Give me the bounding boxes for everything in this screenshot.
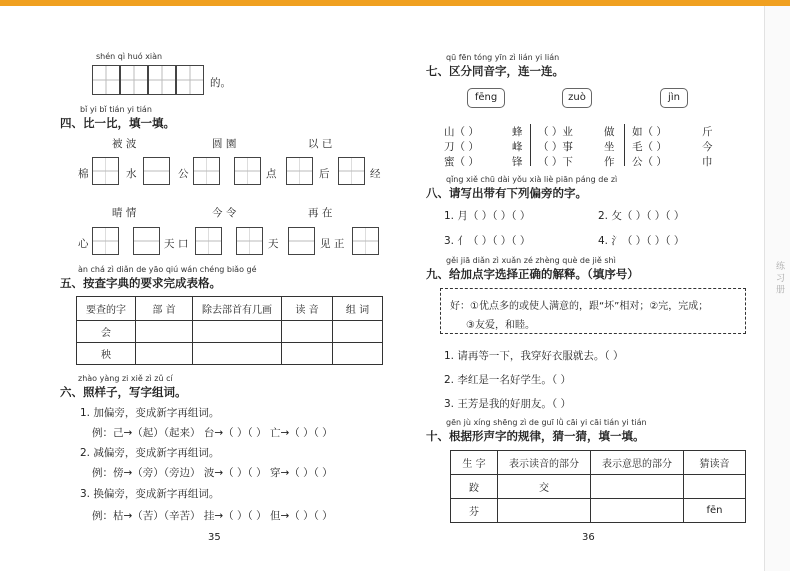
s7-item: 峰 (512, 141, 523, 153)
tian-box[interactable] (234, 157, 261, 185)
right-margin-strip (764, 6, 790, 571)
s7-item: （ ）业 (538, 126, 573, 138)
table-header: 表示读音的部分 (498, 451, 591, 475)
s9-question: 1. 请再等一下，我穿好衣服就去。（ ） (444, 350, 624, 362)
tian-box[interactable] (286, 157, 313, 185)
table-header: 表示意思的部分 (591, 451, 684, 475)
s9-pinyin: gěi jiā diǎn zì xuǎn zé zhèng què de jiě shì (446, 256, 616, 265)
s4-char: 见 正 (320, 238, 345, 250)
s7-item: 毛（ ） (632, 141, 667, 153)
s8-title: 八、请写出带有下列偏旁的字。 (426, 186, 587, 200)
s6-example3: 例：枯→（苦）（辛苦） 挂→（ ）（ ） 但→（ ）（ ） (92, 510, 333, 522)
s8-pinyin: qǐng xiě chū dài yǒu xià liè piān páng de zì (446, 175, 618, 184)
tian-box[interactable] (236, 227, 263, 255)
s4-char: 水 (126, 168, 137, 180)
answer-cell[interactable] (591, 499, 684, 523)
s7-item: 斤 (702, 126, 713, 138)
answer-cell[interactable] (193, 321, 282, 343)
answer-cell[interactable] (282, 321, 333, 343)
s7-item: 作 (604, 156, 615, 168)
page-number-right: 36 (582, 532, 595, 543)
s10-title: 十、根据形声字的规律，猜一猜，填一填。 (426, 429, 645, 443)
s10-pinyin: gēn jù xíng shēng zì de guī lǜ cāi yi cāi tián yi tián (446, 418, 647, 427)
tian-box[interactable] (92, 65, 120, 95)
s6-example2: 例：傍→（旁）（旁边） 波→（ ）（ ） 穿→（ ）（ ） (92, 467, 333, 479)
table-cell: 秧 (77, 343, 136, 365)
tian-box[interactable] (143, 157, 170, 185)
s6-sub2: 2. 减偏旁，变成新字再组词。 (80, 447, 220, 459)
s7-pinyin: qū fēn tóng yīn zì lián yi lián (446, 53, 560, 62)
top-accent-bar (0, 0, 790, 6)
s4-char: 经 (370, 168, 381, 180)
s5-title: 五、按查字典的要求完成表格。 (60, 276, 221, 290)
s10-table (450, 450, 746, 523)
s4-char: 心 (78, 238, 89, 250)
answer-cell[interactable] (498, 499, 591, 523)
s6-title: 六、照样子，写字组词。 (60, 385, 187, 399)
table-header: 除去部首有几画 (193, 297, 282, 321)
tian-box[interactable] (195, 227, 222, 255)
s7-divider (530, 124, 531, 166)
answer-cell[interactable] (136, 321, 193, 343)
s4-pair: 今 令 (212, 207, 237, 219)
s4-pinyin: bǐ yi bǐ tián yi tián (80, 105, 152, 114)
s8-line: 3. 亻（ ）（ ）（ ） (444, 235, 531, 247)
tian-box[interactable] (193, 157, 220, 185)
table-header: 要查的字 (77, 297, 136, 321)
tian-box[interactable] (120, 65, 148, 95)
answer-cell[interactable] (684, 475, 746, 499)
s7-title: 七、区分同音字，连一连。 (426, 64, 564, 78)
answer-cell[interactable] (333, 343, 383, 365)
s6-sub3: 3. 换偏旁，变成新字再组词。 (80, 488, 220, 500)
s4-char: 天 (268, 238, 279, 250)
s7-item: 蜂 (512, 126, 523, 138)
page-number-left: 35 (208, 532, 221, 543)
table-cell: 交 (498, 475, 591, 499)
table-row (451, 499, 746, 523)
table-header: 部 首 (136, 297, 193, 321)
pinyin-group: fēng (467, 88, 505, 108)
s4-pair: 被 波 (112, 138, 137, 150)
s8-line: 1. 月（ ）（ ）（ ） (444, 210, 531, 222)
s7-item: 今 (702, 141, 713, 153)
s7-item: 巾 (702, 156, 713, 168)
tian-box[interactable] (352, 227, 379, 255)
s4-char: 天 口 (164, 238, 189, 250)
s4-char: 公 (178, 168, 189, 180)
tian-box[interactable] (92, 227, 119, 255)
answer-cell[interactable] (136, 343, 193, 365)
s7-item: 锋 (512, 156, 523, 168)
s4-pair: 晴 情 (112, 207, 137, 219)
answer-cell[interactable] (333, 321, 383, 343)
s4-char: 点 (266, 168, 277, 180)
table-cell: 会 (77, 321, 136, 343)
strip-text: 练 习 册 (774, 261, 784, 294)
s7-item: 公（ ） (632, 156, 667, 168)
s5-pinyin: àn chá zì diǎn de yāo qiú wán chéng biǎo gé (78, 265, 257, 274)
s6-pinyin: zhào yàng zi xiě zì zǔ cí (78, 374, 173, 383)
tian-box[interactable] (176, 65, 204, 95)
p3-pinyin: shén qì huó xiàn (96, 52, 163, 61)
s4-pair: 以 已 (308, 138, 333, 150)
s7-item: 山（ ） (444, 126, 479, 138)
s7-item: （ ）事 (538, 141, 573, 153)
s4-pair: 再 在 (308, 207, 333, 219)
s6-example1: 例：己→（起）（起来） 台→（ ）（ ） 亡→（ ）（ ） (92, 427, 333, 439)
s7-item: 蜜（ ） (444, 156, 479, 168)
s7-divider (624, 124, 625, 166)
tian-box[interactable] (92, 157, 119, 185)
table-header: 组 词 (333, 297, 383, 321)
tian-box[interactable] (288, 227, 315, 255)
s4-char: 后 (319, 168, 330, 180)
table-cell: 跤 (451, 475, 498, 499)
s5-table (76, 296, 383, 365)
s4-title: 四、比一比，填一填。 (60, 116, 175, 130)
s8-line: 4. 氵（ ）（ ）（ ） (598, 235, 685, 247)
s4-pair: 圆 園 (212, 138, 237, 150)
tian-box[interactable] (338, 157, 365, 185)
s9-question: 2. 李红是一名好学生。（ ） (444, 374, 571, 386)
table-row (77, 321, 383, 343)
s7-item: 做 (604, 126, 615, 138)
table-cell: fēn (684, 499, 746, 523)
table-header: 读 音 (282, 297, 333, 321)
pinyin-group: jìn (660, 88, 688, 108)
s4-char: 棉 (78, 168, 89, 180)
s9-title: 九、给加点字选择正确的解释。（填序号） (426, 267, 639, 281)
s6-sub1: 1. 加偏旁，变成新字再组词。 (80, 407, 220, 419)
table-header: 生 字 (451, 451, 498, 475)
s7-item: 坐 (604, 141, 615, 153)
s7-item: （ ）下 (538, 156, 573, 168)
s7-item: 如（ ） (632, 126, 667, 138)
s9-defs: ③友爱，和睦。 (466, 320, 535, 331)
answer-cell[interactable] (282, 343, 333, 365)
table-cell: 芬 (451, 499, 498, 523)
s7-item: 刀（ ） (444, 141, 479, 153)
tian-box[interactable] (148, 65, 176, 95)
answer-cell[interactable] (193, 343, 282, 365)
answer-cell[interactable] (591, 475, 684, 499)
tian-box[interactable] (133, 227, 160, 255)
table-row (451, 475, 746, 499)
table-header: 猜读音 (684, 451, 746, 475)
pinyin-group: zuò (562, 88, 592, 108)
p3-suffix: 的。 (210, 77, 231, 89)
s9-question: 3. 王芳是我的好朋友。（ ） (444, 398, 571, 410)
s9-defs: 好：①优点多的或使人满意的，跟“坏”相对；②完，完成； (450, 301, 709, 312)
table-row (77, 343, 383, 365)
s8-line: 2. 攵（ ）（ ）（ ） (598, 210, 685, 222)
